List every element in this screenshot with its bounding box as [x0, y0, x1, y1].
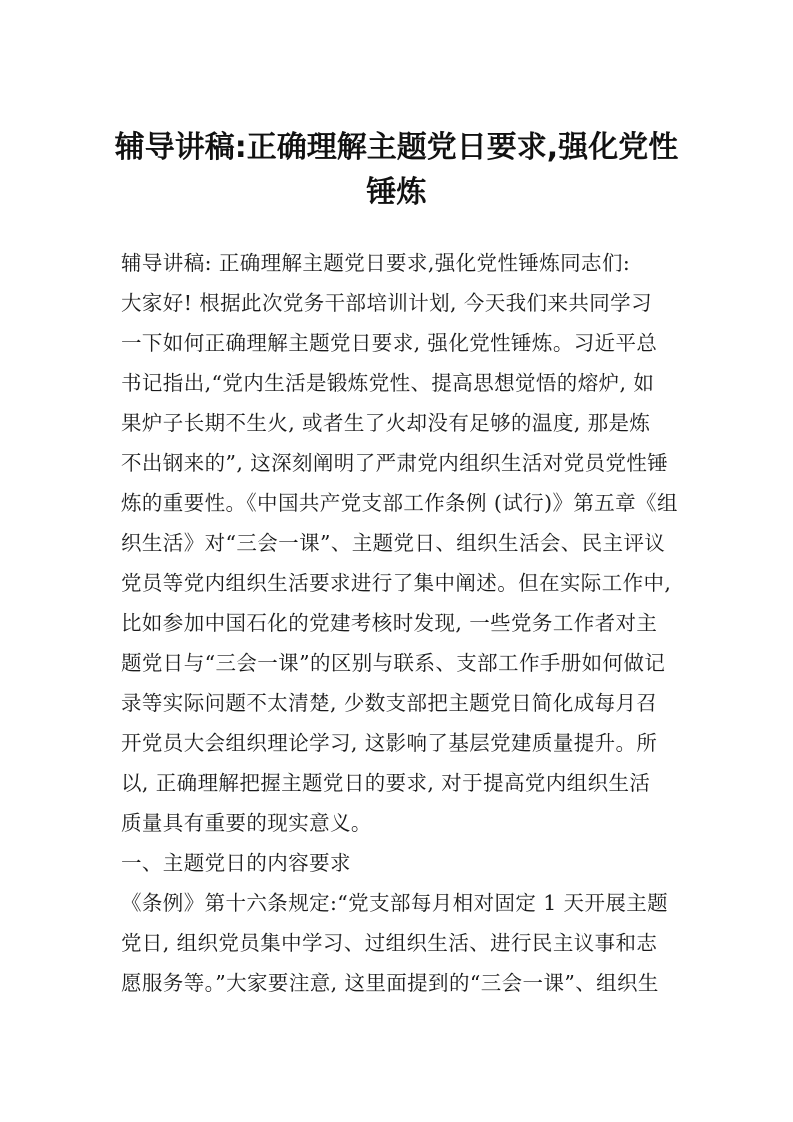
paragraph-line: 开党员大会组织理论学习, 这影响了基层党建质量提升。所	[121, 731, 658, 755]
paragraph-line: 不出钢来的”, 这深刻阐明了严肃党内组织生活对党员党性锤	[121, 451, 669, 475]
paragraph-line: 书记指出,“党内生活是锻炼党性、提高思想觉悟的熔炉, 如	[121, 371, 655, 395]
paragraph-line: 愿服务等。”大家要注意, 这里面提到的“三会一课”、组织生	[121, 971, 659, 995]
paragraph-line: 大家好! 根据此次党务干部培训计划, 今天我们来共同学习	[121, 291, 652, 315]
paragraph-line: 辅导讲稿: 正确理解主题党日要求,强化党性锤炼同志们:	[121, 251, 631, 275]
section-heading: 一、主题党日的内容要求	[121, 851, 351, 875]
paragraph-line: 一下如何正确理解主题党日要求, 强化党性锤炼。习近平总	[121, 331, 658, 355]
paragraph-line: 比如参加中国石化的党建考核时发现, 一些党务工作者对主	[121, 611, 658, 635]
paragraph-line: 题党日与“三会一课”的区别与联系、支部工作手册如何做记	[121, 651, 666, 675]
paragraph-line: 党日, 组织党员集中学习、过组织生活、进行民主议事和志	[121, 931, 658, 955]
paragraph-line: 质量具有重要的现实意义。	[121, 811, 372, 835]
paragraph-line: 《条例》第十六条规定:“党支部每月相对固定 1 天开展主题	[121, 891, 669, 915]
paragraph-line: 以, 正确理解把握主题党日的要求, 对于提高党内组织生活	[121, 771, 651, 795]
paragraph-line: 炼的重要性。《中国共产党支部工作条例 (试行)》第五章《组	[121, 491, 678, 515]
paragraph-line: 织生活》对“三会一课”、主题党日、组织生活会、民主评议	[121, 531, 666, 555]
document-title-line-2: 锤炼	[366, 175, 427, 210]
paragraph-line: 果炉子长期不生火, 或者生了火却没有足够的温度, 那是炼	[121, 411, 651, 435]
paragraph-line: 录等实际问题不太清楚, 少数支部把主题党日简化成每月召	[121, 691, 658, 715]
document-title-line-1: 辅导讲稿:正确理解主题党日要求,强化党性	[114, 130, 679, 165]
paragraph-line: 党员等党内组织生活要求进行了集中阐述。但在实际工作中,	[121, 571, 672, 595]
